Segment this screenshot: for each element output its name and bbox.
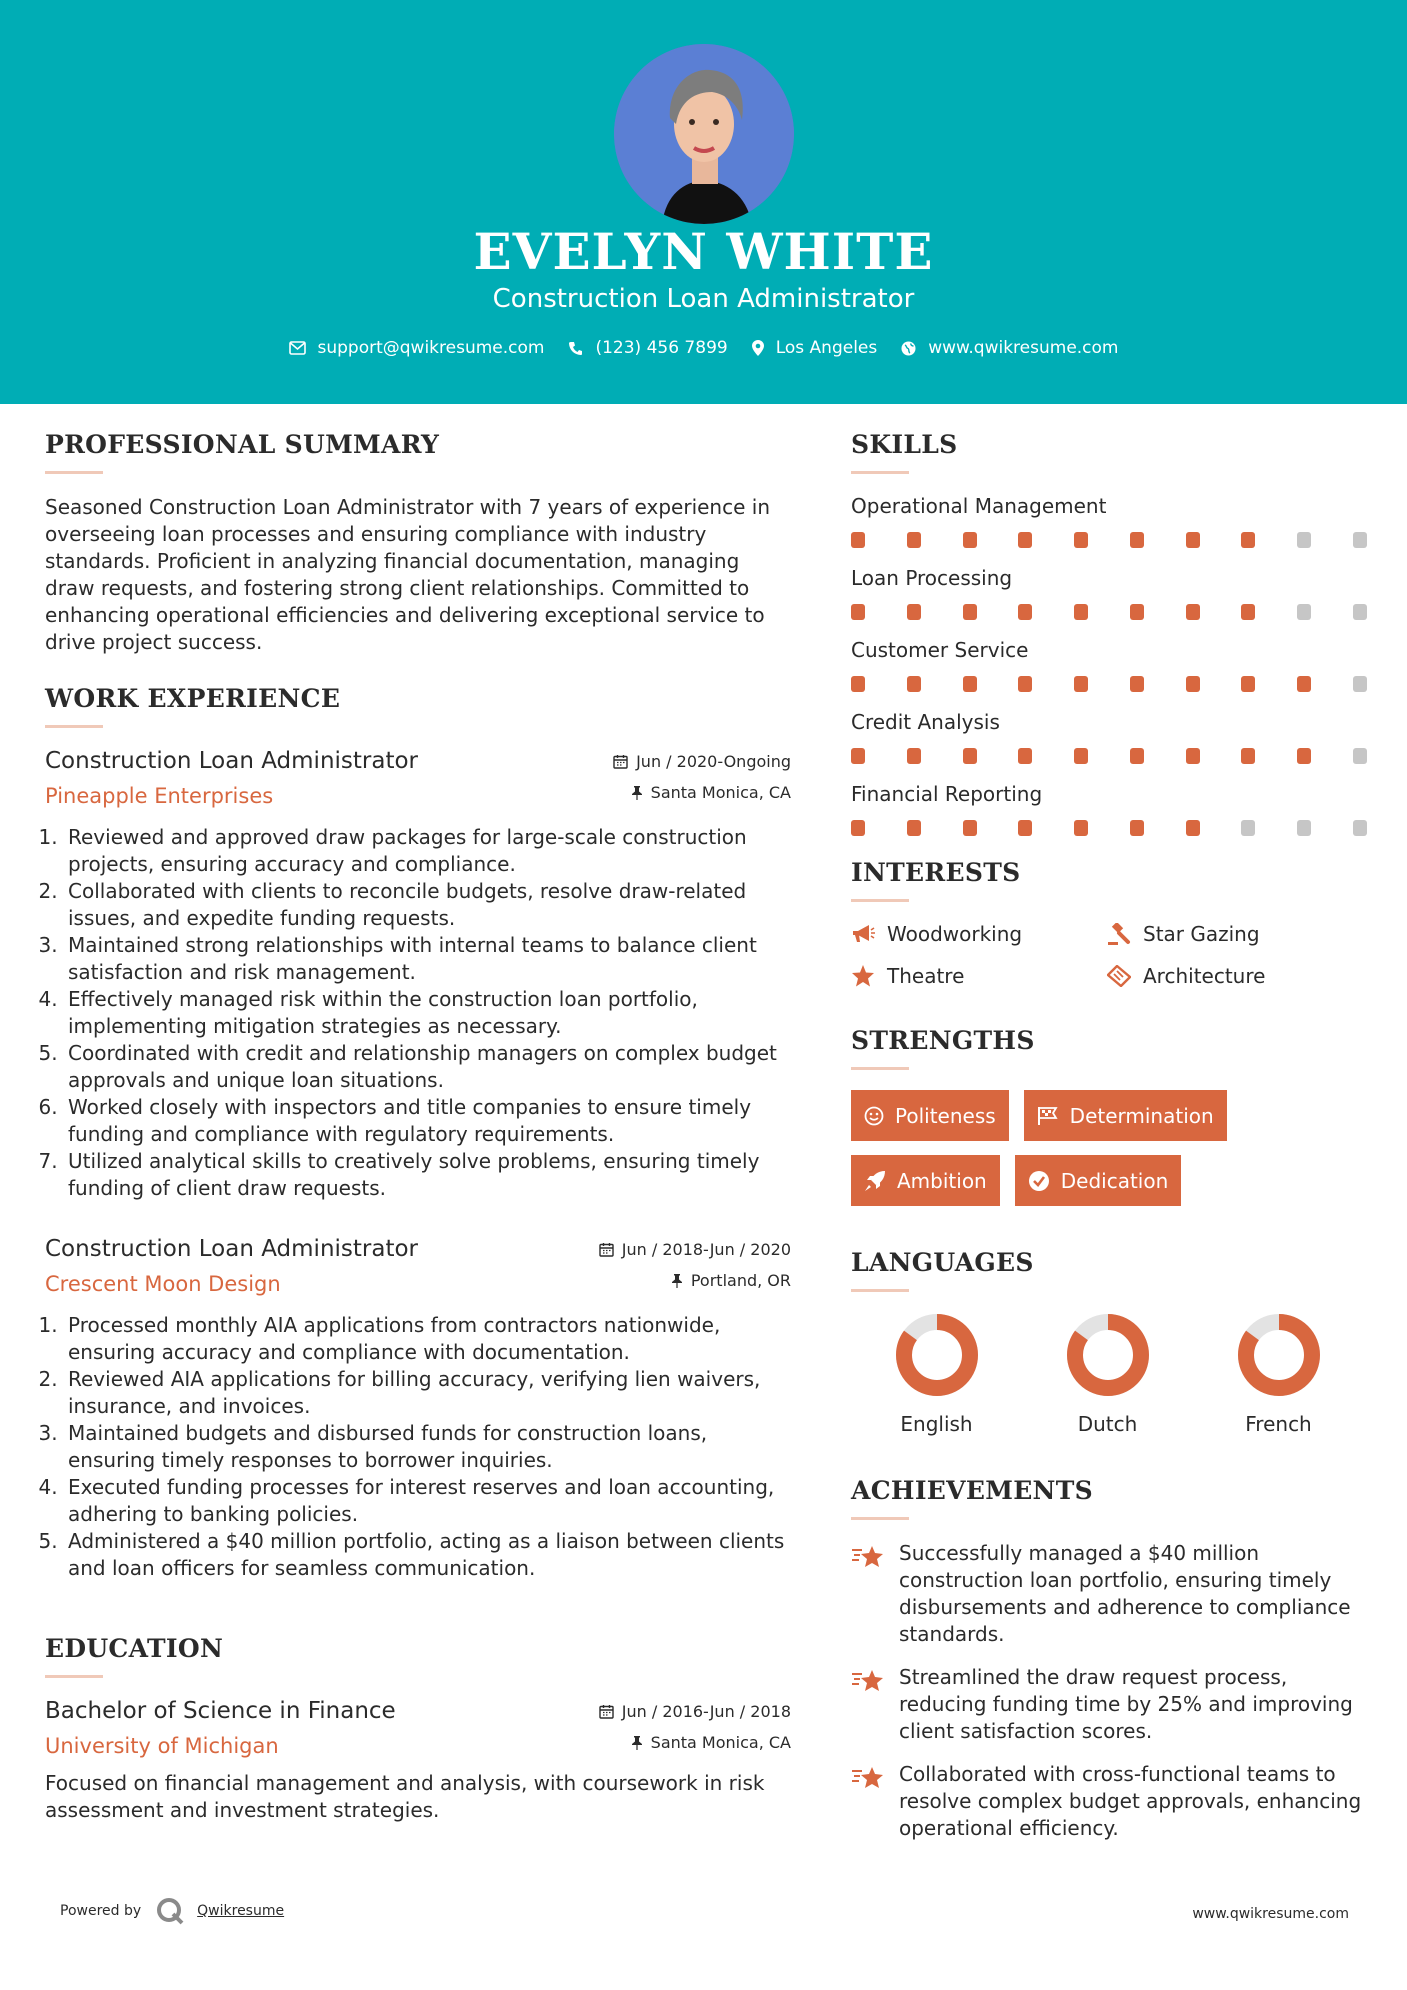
skill-name: Operational Management [851, 494, 1107, 518]
skill-rating [851, 748, 1367, 764]
rating-dot-filled [963, 748, 977, 764]
job-entry [45, 1236, 791, 1582]
rating-dot-filled [1074, 820, 1088, 836]
school-name: University of Michigan [45, 1734, 279, 1758]
skills-title: SKILLS [851, 430, 958, 459]
profile-photo [614, 44, 794, 224]
job-responsibilities [45, 1312, 791, 1582]
interests-section [851, 858, 1367, 988]
skill-rating [851, 604, 1367, 620]
list-item: 3. Maintained budgets and disbursed funds for construction loans, ensuring timely responses to borrower inquiries. [64, 1420, 791, 1474]
section-divider [851, 1517, 909, 1520]
list-item: 2. Collaborated with clients to reconcile budgets, resolve draw-related issues, and expedite funding requests. [64, 878, 791, 932]
star-icon [851, 965, 875, 987]
achievements-list [851, 1540, 1367, 1842]
section-divider [851, 899, 909, 902]
language-name: Dutch [1077, 1412, 1138, 1436]
rating-dot-empty [1297, 604, 1311, 620]
rating-dot-filled [1186, 820, 1200, 836]
rating-dot-filled [1018, 676, 1032, 692]
map-pin-icon [752, 340, 764, 356]
calendar-icon [613, 754, 628, 769]
rating-dot-empty [1353, 532, 1367, 548]
summary-title: PROFESSIONAL SUMMARY [45, 430, 440, 459]
job-location: Santa Monica, CA [613, 783, 791, 802]
rating-dot-filled [907, 748, 921, 764]
degree-title: Bachelor of Science in Finance [45, 1698, 396, 1724]
rating-dot-filled [1241, 676, 1255, 692]
contact-website[interactable] [901, 338, 1118, 358]
interests-list [851, 922, 1367, 988]
phone-icon [568, 341, 583, 356]
interests-title: INTERESTS [851, 858, 1021, 887]
education-title: EDUCATION [45, 1634, 224, 1663]
rating-dot-empty [1353, 604, 1367, 620]
section-divider [45, 471, 103, 474]
skills-list [851, 494, 1367, 836]
powered-by-label: Powered by [60, 1903, 142, 1919]
achievement-item: Successfully managed a $40 million construction loan portfolio, ensuring timely disbursements and adherence to compliance standards. [851, 1540, 1367, 1648]
check-circle-icon [1028, 1170, 1050, 1192]
globe-icon [901, 341, 916, 356]
summary-section [45, 430, 791, 656]
contact-email[interactable] [289, 338, 545, 358]
shooting-star-icon [851, 1666, 885, 1694]
rating-dot-empty [1353, 676, 1367, 692]
rating-dot-filled [1130, 532, 1144, 548]
list-item: 4. Effectively managed risk within the construction loan portfolio, implementing mitigation strategies as necessary. [64, 986, 791, 1040]
qwikresume-link[interactable]: Qwikresume [197, 1903, 285, 1919]
rating-dot-filled [1186, 604, 1200, 620]
candidate-role: Construction Loan Administrator [492, 284, 915, 314]
strengths-list [851, 1090, 1367, 1220]
list-item: 4. Executed funding processes for interest reserves and loan accounting, adhering to banking policies. [64, 1474, 791, 1528]
job-meta [613, 752, 791, 802]
rating-dot-filled [1074, 748, 1088, 764]
contact-location-text: Los Angeles [775, 338, 878, 358]
rating-dot-filled [851, 604, 865, 620]
rating-dot-filled [1186, 748, 1200, 764]
rating-dot-filled [1130, 748, 1144, 764]
pushpin-icon [631, 785, 643, 800]
rating-dot-filled [851, 532, 865, 548]
list-item: 2. Reviewed AIA applications for billing accuracy, verifying lien waivers, insurance, and invoices. [64, 1366, 791, 1420]
rating-dot-filled [1186, 676, 1200, 692]
rating-dot-filled [1186, 532, 1200, 548]
rating-dot-filled [851, 748, 865, 764]
rating-dot-filled [963, 820, 977, 836]
skills-section [851, 430, 1367, 836]
summary-text: Seasoned Construction Loan Administrator with 7 years of experience in overseeing loan processes and ensuring compliance with industry standards. Proficient in analyzing financial documentation, managing draw requests, and fostering strong client relationships. Committed to enhancing operational efficiencies and delivering exceptional service to drive project success. [45, 495, 770, 654]
left-column [45, 430, 791, 1824]
calendar-icon [599, 1704, 614, 1719]
skill-rating [851, 532, 1367, 548]
rating-dot-filled [1130, 820, 1144, 836]
gavel-icon [1107, 923, 1131, 945]
rating-dot-filled [907, 820, 921, 836]
megaphone-icon [851, 924, 875, 944]
education-section [45, 1634, 791, 1824]
rating-dot-filled [1297, 748, 1311, 764]
achievements-title: ACHIEVEMENTS [851, 1476, 1093, 1505]
contact-location [752, 338, 878, 358]
rating-dot-empty [1353, 748, 1367, 764]
languages-list [851, 1312, 1367, 1436]
job-company: Crescent Moon Design [45, 1272, 281, 1296]
contact-phone[interactable] [568, 338, 727, 358]
list-item: 6. Worked closely with inspectors and title companies to ensure timely funding and compliance with regulatory requirements. [64, 1094, 791, 1148]
rating-dot-filled [1018, 820, 1032, 836]
rating-dot-filled [1018, 748, 1032, 764]
rating-dot-filled [963, 604, 977, 620]
candidate-name: EVELYN WHITE [473, 222, 934, 281]
envelope-icon [289, 341, 306, 355]
language-donut [1065, 1312, 1151, 1398]
rating-dot-filled [1018, 532, 1032, 548]
achievement-item: Streamlined the draw request process, reducing funding time by 25% and improving client satisfaction scores. [851, 1664, 1367, 1745]
smile-icon [864, 1106, 884, 1126]
rating-dot-empty [1353, 820, 1367, 836]
language-item [1022, 1312, 1193, 1436]
education-description: Focused on financial management and analysis, with coursework in risk assessment and investment strategies. [45, 1771, 765, 1822]
section-divider [45, 1675, 103, 1678]
strengths-title: STRENGTHS [851, 1026, 1035, 1055]
contact-bar [0, 338, 1407, 358]
job-title: Construction Loan Administrator [45, 748, 419, 774]
job-dates: Jun / 2020-Ongoing [613, 752, 791, 771]
language-item [1193, 1312, 1364, 1436]
rating-dot-empty [1297, 820, 1311, 836]
job-entry [45, 748, 791, 1202]
education-entry [45, 1698, 791, 1824]
rating-dot-empty [1297, 532, 1311, 548]
language-name: English [900, 1412, 973, 1436]
languages-title: LANGUAGES [851, 1248, 1034, 1277]
skill-rating [851, 676, 1367, 692]
rating-dot-filled [1241, 604, 1255, 620]
rating-dot-filled [1297, 676, 1311, 692]
rating-dot-filled [1074, 676, 1088, 692]
pushpin-icon [671, 1273, 683, 1288]
interest-item: Woodworking [851, 922, 1107, 946]
list-item: 7. Utilized analytical skills to creatively solve problems, ensuring timely funding of client draw requests. [64, 1148, 791, 1202]
list-item: 1. Reviewed and approved draw packages for large-scale construction projects, ensuring accuracy and compliance. [64, 824, 791, 878]
skill-name: Loan Processing [851, 566, 1013, 590]
interest-item: Theatre [851, 964, 1107, 988]
calendar-icon [599, 1242, 614, 1257]
list-item: 5. Coordinated with credit and relationship managers on complex budget approvals and unique loan situations. [64, 1040, 791, 1094]
rating-dot-filled [1130, 604, 1144, 620]
rocket-icon [864, 1170, 886, 1192]
job-responsibilities [45, 824, 791, 1202]
language-donut [1236, 1312, 1322, 1398]
shooting-star-icon [851, 1542, 885, 1570]
skill-name: Customer Service [851, 638, 1029, 662]
contact-phone-text: (123) 456 7899 [595, 338, 728, 358]
section-divider [45, 725, 103, 728]
job-meta [599, 1240, 791, 1290]
education-dates: Jun / 2016-Jun / 2018 [599, 1702, 791, 1721]
list-item: 5. Administered a $40 million portfolio, acting as a liaison between clients and loan officers for seamless communication. [64, 1528, 791, 1582]
list-item: 3. Maintained strong relationships with internal teams to balance client satisfaction and risk management. [64, 932, 791, 986]
shooting-star-icon [851, 1763, 885, 1791]
rating-dot-filled [1241, 748, 1255, 764]
rating-dot-filled [851, 676, 865, 692]
right-column [851, 430, 1367, 1858]
skill-rating [851, 820, 1367, 836]
rating-dot-filled [907, 676, 921, 692]
skill-name: Financial Reporting [851, 782, 1043, 806]
education-meta [599, 1702, 791, 1752]
section-divider [851, 1289, 909, 1292]
qwikresume-logo-icon [155, 1896, 185, 1926]
ticket-icon [1107, 965, 1131, 987]
rating-dot-filled [907, 532, 921, 548]
resume-header [0, 0, 1407, 404]
interest-item: Star Gazing [1107, 922, 1363, 946]
interest-item: Architecture [1107, 964, 1363, 988]
flag-icon [1037, 1106, 1059, 1126]
rating-dot-filled [1074, 604, 1088, 620]
rating-dot-filled [963, 676, 977, 692]
rating-dot-filled [1241, 532, 1255, 548]
language-name: French [1245, 1412, 1312, 1436]
achievements-section [851, 1476, 1367, 1842]
education-location: Santa Monica, CA [599, 1733, 791, 1752]
language-item [851, 1312, 1022, 1436]
achievement-item: Collaborated with cross-functional teams to resolve complex budget approvals, enhancing operational efficiency. [851, 1761, 1367, 1842]
footer-powered-by [60, 1896, 284, 1926]
rating-dot-filled [1130, 676, 1144, 692]
pushpin-icon [631, 1735, 643, 1750]
section-divider [851, 471, 909, 474]
skill-name: Credit Analysis [851, 710, 1000, 734]
strength-tag: Politeness [851, 1090, 1009, 1141]
contact-email-text: support@qwikresume.com [317, 338, 545, 358]
experience-title: WORK EXPERIENCE [45, 684, 341, 713]
rating-dot-empty [1241, 820, 1255, 836]
strengths-section [851, 1026, 1367, 1220]
rating-dot-filled [1074, 532, 1088, 548]
language-donut [894, 1312, 980, 1398]
job-title: Construction Loan Administrator [45, 1236, 419, 1262]
strength-tag: Determination [1024, 1090, 1227, 1141]
job-location: Portland, OR [599, 1271, 791, 1290]
rating-dot-filled [1018, 604, 1032, 620]
contact-website-text: www.qwikresume.com [928, 338, 1119, 358]
job-company: Pineapple Enterprises [45, 784, 274, 808]
experience-section [45, 684, 791, 1582]
strength-tag: Dedication [1015, 1155, 1182, 1206]
footer-website[interactable]: www.qwikresume.com [1192, 1906, 1349, 1922]
rating-dot-filled [963, 532, 977, 548]
strength-tag: Ambition [851, 1155, 1000, 1206]
rating-dot-filled [851, 820, 865, 836]
job-dates: Jun / 2018-Jun / 2020 [599, 1240, 791, 1259]
list-item: 1. Processed monthly AIA applications from contractors nationwide, ensuring accuracy and compliance with documentation. [64, 1312, 791, 1366]
section-divider [851, 1067, 909, 1070]
rating-dot-filled [907, 604, 921, 620]
languages-section [851, 1248, 1367, 1436]
